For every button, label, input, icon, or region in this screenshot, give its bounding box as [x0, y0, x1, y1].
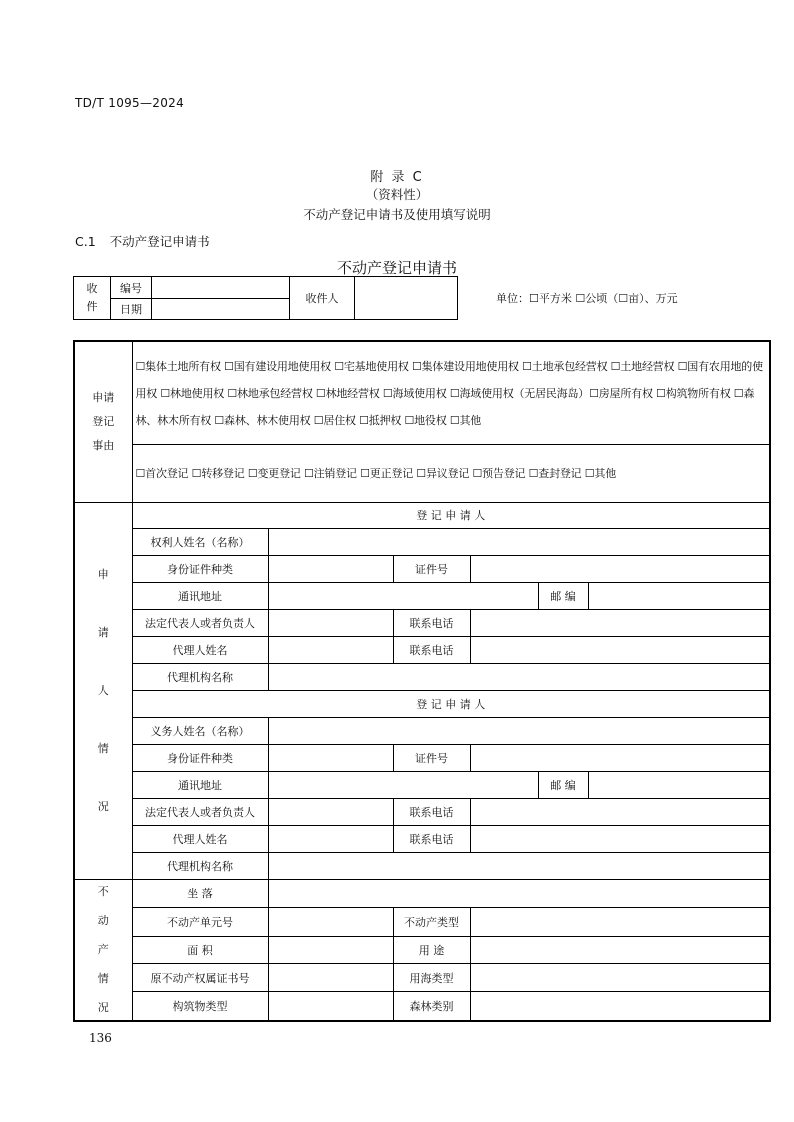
receiver-field[interactable] — [355, 277, 458, 320]
right-holder-agent-phone-label: 联系电话 — [393, 636, 470, 663]
unit-options[interactable]: 单位：☐平方米 ☐公顷（☐亩）、万元 — [496, 292, 678, 305]
document-code: TD/T 1095—2024 — [75, 96, 185, 110]
receipt-date-field[interactable] — [152, 299, 290, 320]
right-holder-header: 登 记 申 请 人 — [132, 502, 770, 528]
right-holder-agency-field[interactable] — [268, 663, 770, 690]
obligor-id-no-field[interactable] — [470, 744, 770, 771]
obligor-address-field[interactable] — [268, 771, 538, 798]
property-old-cert-field[interactable] — [268, 963, 393, 992]
right-holder-address-field[interactable] — [268, 582, 538, 609]
obligor-phone-field[interactable] — [470, 798, 770, 825]
receipt-table — [73, 276, 458, 320]
right-holder-phone-field[interactable] — [470, 609, 770, 636]
property-area-field[interactable] — [268, 936, 393, 963]
property-use-label: 用 途 — [393, 936, 470, 963]
right-holder-name-label: 权利人姓名（名称） — [132, 528, 268, 555]
appendix-subtitle: （资料性） — [365, 187, 429, 202]
property-type-field[interactable] — [470, 908, 770, 937]
obligor-agent-field[interactable] — [268, 825, 393, 852]
obligor-agency-field[interactable] — [268, 852, 770, 879]
receipt-number-field[interactable] — [152, 277, 290, 299]
obligor-id-type-field[interactable] — [268, 744, 393, 771]
property-unit-no-label: 不动产单元号 — [132, 908, 268, 937]
obligor-name-field[interactable] — [268, 717, 770, 744]
receipt-label: 收件 — [74, 277, 111, 320]
property-forest-label: 森林类别 — [393, 992, 470, 1021]
obligor-postcode-label: 邮 编 — [538, 771, 588, 798]
obligor-address-label: 通讯地址 — [132, 771, 268, 798]
property-use-field[interactable] — [470, 936, 770, 963]
form-title: 不动产登记申请书 — [336, 259, 457, 277]
right-holder-id-no-field[interactable] — [470, 555, 770, 582]
appendix-title: 附 录 C — [370, 170, 424, 185]
property-unit-no-field[interactable] — [268, 908, 393, 937]
obligor-legal-rep-field[interactable] — [268, 798, 393, 825]
right-holder-legal-rep-field[interactable] — [268, 609, 393, 636]
obligor-id-no-label: 证件号 — [393, 744, 470, 771]
right-holder-agent-field[interactable] — [268, 636, 393, 663]
right-holder-address-label: 通讯地址 — [132, 582, 268, 609]
property-forest-field[interactable] — [470, 992, 770, 1021]
obligor-id-type-label: 身份证件种类 — [132, 744, 268, 771]
right-holder-id-type-label: 身份证件种类 — [132, 555, 268, 582]
property-location-field[interactable] — [268, 879, 770, 908]
property-structure-field[interactable] — [268, 992, 393, 1021]
receiver-label: 收件人 — [290, 277, 355, 320]
section-heading — [75, 232, 210, 250]
obligor-phone-label: 联系电话 — [393, 798, 470, 825]
obligor-agent-phone-field[interactable] — [470, 825, 770, 852]
application-table — [73, 340, 771, 1022]
property-type-label: 不动产类型 — [393, 908, 470, 937]
page-number: 136 — [89, 1031, 112, 1045]
right-holder-id-type-field[interactable] — [268, 555, 393, 582]
right-holder-agent-phone-field[interactable] — [470, 636, 770, 663]
applicant-section-label: 申 请 人 情 况 — [74, 502, 132, 879]
right-holder-legal-rep-label: 法定代表人或者负责人 — [132, 609, 268, 636]
property-location-label: 坐 落 — [132, 879, 268, 908]
obligor-agency-label: 代理机构名称 — [132, 852, 268, 879]
property-sea-use-field[interactable] — [470, 963, 770, 992]
obligor-header: 登 记 申 请 人 — [132, 690, 770, 717]
right-holder-phone-label: 联系电话 — [393, 609, 470, 636]
appendix-name: 不动产登记申请书及使用填写说明 — [303, 207, 491, 222]
right-holder-agent-label: 代理人姓名 — [132, 636, 268, 663]
obligor-postcode-field[interactable] — [588, 771, 770, 798]
property-section-label: 不 动 产 情 况 — [74, 879, 132, 1021]
section-title: 不动产登记申请书 — [109, 234, 210, 249]
right-type-options[interactable]: ☐集体土地所有权 ☐国有建设用地使用权 ☐宅基地使用权 ☐集体建设用地使用权 ☐土地承包经营权 ☐土地经营权 ☐国有农用地的使用权 ☐林地使用权 ☐林地承包经营权 ☐林地经营权 ☐海域使用权 ☐海域使用权（无居民海岛）☐房屋所有权 ☐构筑物所有权 ☐森林、林木所有权 ☐森林、林木使用权 ☐居住权 ☐抵押权 ☐地役权 ☐其他 — [132, 341, 770, 444]
property-sea-use-label: 用海类型 — [393, 963, 470, 992]
property-old-cert-label: 原不动产权属证书号 — [132, 963, 268, 992]
right-holder-postcode-field[interactable] — [588, 582, 770, 609]
property-structure-label: 构筑物类型 — [132, 992, 268, 1021]
right-holder-id-no-label: 证件号 — [393, 555, 470, 582]
property-area-label: 面 积 — [132, 936, 268, 963]
obligor-agent-label: 代理人姓名 — [132, 825, 268, 852]
receipt-number-label: 编号 — [111, 277, 152, 299]
registration-type-options[interactable]: ☐首次登记 ☐转移登记 ☐变更登记 ☐注销登记 ☐更正登记 ☐异议登记 ☐预告登记 ☐查封登记 ☐其他 — [132, 444, 770, 502]
section-number: C.1 — [75, 234, 96, 249]
right-holder-postcode-label: 邮 编 — [538, 582, 588, 609]
obligor-name-label: 义务人姓名（名称） — [132, 717, 268, 744]
receipt-date-label: 日期 — [111, 299, 152, 320]
obligor-agent-phone-label: 联系电话 — [393, 825, 470, 852]
right-holder-agency-label: 代理机构名称 — [132, 663, 268, 690]
obligor-legal-rep-label: 法定代表人或者负责人 — [132, 798, 268, 825]
right-holder-name-field[interactable] — [268, 528, 770, 555]
matter-label: 申请登记事由 — [74, 341, 132, 502]
